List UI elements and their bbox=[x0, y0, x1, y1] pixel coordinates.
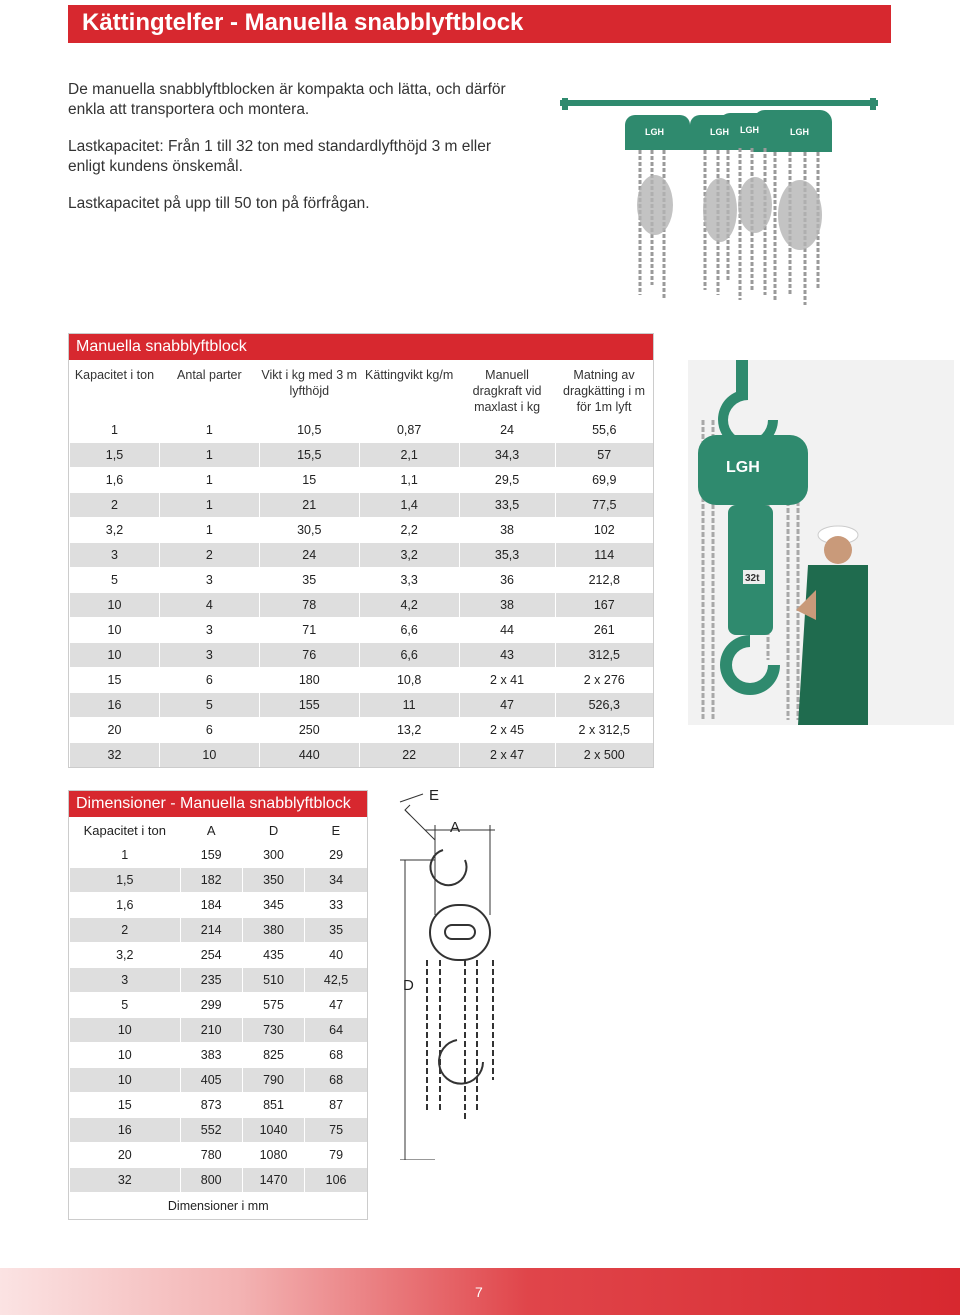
table-cell: 78 bbox=[259, 593, 359, 618]
table-cell: 24 bbox=[259, 543, 359, 568]
table-cell: 40 bbox=[305, 943, 367, 968]
table-row bbox=[70, 443, 654, 468]
column-header: Matning av dragkätting i m för 1m lyft bbox=[555, 361, 653, 418]
table-cell: 182 bbox=[180, 868, 242, 893]
table-cell: 29,5 bbox=[459, 468, 555, 493]
table-cell: 0,87 bbox=[359, 418, 459, 443]
title-bar bbox=[68, 5, 891, 43]
table-cell: 5 bbox=[70, 568, 160, 593]
table-row bbox=[70, 468, 654, 493]
units-note: Dimensioner i mm bbox=[70, 1193, 368, 1220]
table-cell: 312,5 bbox=[555, 643, 653, 668]
table-cell: 6 bbox=[159, 668, 259, 693]
table-cell: 3,3 bbox=[359, 568, 459, 593]
table-row bbox=[70, 1143, 368, 1168]
hoist-logo: LGH bbox=[710, 127, 729, 137]
table-cell: 1040 bbox=[242, 1118, 304, 1143]
table-cell: 55,6 bbox=[555, 418, 653, 443]
table-row bbox=[70, 943, 368, 968]
page-footer bbox=[0, 1268, 960, 1315]
table-cell: 526,3 bbox=[555, 693, 653, 718]
table-cell: 10,5 bbox=[259, 418, 359, 443]
table-row bbox=[70, 893, 368, 918]
table-row bbox=[70, 543, 654, 568]
table-row bbox=[70, 568, 654, 593]
table-cell: 79 bbox=[305, 1143, 367, 1168]
table-cell: 68 bbox=[305, 1068, 367, 1093]
table-row bbox=[70, 493, 654, 518]
table-title: Manuella snabblyftblock bbox=[69, 334, 653, 360]
table-cell: 11 bbox=[359, 693, 459, 718]
table-cell: 4 bbox=[159, 593, 259, 618]
table-cell: 10,8 bbox=[359, 668, 459, 693]
table-cell: 1,4 bbox=[359, 493, 459, 518]
column-header: A bbox=[180, 818, 242, 843]
hoist-logo: LGH bbox=[645, 127, 664, 137]
table-row bbox=[70, 743, 654, 768]
column-header: Manuell dragkraft vid maxlast i kg bbox=[459, 361, 555, 418]
table-cell: 15 bbox=[259, 468, 359, 493]
table-cell: 405 bbox=[180, 1068, 242, 1093]
table-cell: 1 bbox=[159, 443, 259, 468]
table-row bbox=[70, 518, 654, 543]
table-cell: 261 bbox=[555, 618, 653, 643]
table-row bbox=[70, 1043, 368, 1068]
table-cell: 3,2 bbox=[70, 518, 160, 543]
table-cell: 38 bbox=[459, 518, 555, 543]
table-cell: 1,5 bbox=[70, 868, 181, 893]
page-number: 7 bbox=[475, 1284, 483, 1300]
table-cell: 20 bbox=[70, 1143, 181, 1168]
table-cell: 75 bbox=[305, 1118, 367, 1143]
column-header: Kättingvikt kg/m bbox=[359, 361, 459, 418]
table-cell: 20 bbox=[70, 718, 160, 743]
table-row bbox=[70, 593, 654, 618]
table-cell: 42,5 bbox=[305, 968, 367, 993]
intro-text bbox=[68, 80, 508, 231]
table-cell: 36 bbox=[459, 568, 555, 593]
table-cell: 3 bbox=[159, 568, 259, 593]
table-cell: 790 bbox=[242, 1068, 304, 1093]
table-cell: 69,9 bbox=[555, 468, 653, 493]
intro-paragraph: Lastkapacitet: Från 1 till 32 ton med standardlyfthöjd 3 m eller enligt kundens önskemål. bbox=[68, 138, 492, 175]
table-cell: 210 bbox=[180, 1018, 242, 1043]
table-cell: 2 x 45 bbox=[459, 718, 555, 743]
table-cell: 873 bbox=[180, 1093, 242, 1118]
table-cell: 6 bbox=[159, 718, 259, 743]
table-cell: 235 bbox=[180, 968, 242, 993]
dimension-label-d: D bbox=[403, 977, 414, 994]
table-row bbox=[70, 968, 368, 993]
table-cell: 254 bbox=[180, 943, 242, 968]
table-cell: 6,6 bbox=[359, 618, 459, 643]
table-cell: 114 bbox=[555, 543, 653, 568]
table-cell: 2,1 bbox=[359, 443, 459, 468]
table-cell: 300 bbox=[242, 843, 304, 868]
table-cell: 159 bbox=[180, 843, 242, 868]
table-cell: 440 bbox=[259, 743, 359, 768]
lift-block-table bbox=[68, 333, 654, 768]
table-cell: 4,2 bbox=[359, 593, 459, 618]
table-cell: 22 bbox=[359, 743, 459, 768]
table-cell: 2 x 500 bbox=[555, 743, 653, 768]
table-cell: 825 bbox=[242, 1043, 304, 1068]
table-cell: 47 bbox=[459, 693, 555, 718]
table-cell: 57 bbox=[555, 443, 653, 468]
table-cell: 510 bbox=[242, 968, 304, 993]
capacity-tag: 32t bbox=[745, 573, 760, 584]
table-cell: 1 bbox=[70, 843, 181, 868]
table-cell: 1470 bbox=[242, 1168, 304, 1193]
table-cell: 299 bbox=[180, 993, 242, 1018]
table-cell: 214 bbox=[180, 918, 242, 943]
page-title: Kättingtelfer - Manuella snabblyftblock bbox=[82, 9, 524, 36]
hoist-logo: LGH bbox=[790, 127, 809, 137]
table-cell: 68 bbox=[305, 1043, 367, 1068]
table-cell: 250 bbox=[259, 718, 359, 743]
table-cell: 1 bbox=[159, 518, 259, 543]
table-cell: 6,6 bbox=[359, 643, 459, 668]
table-cell: 575 bbox=[242, 993, 304, 1018]
table-cell: 212,8 bbox=[555, 568, 653, 593]
intro-paragraph: Lastkapacitet på upp till 50 ton på förfrågan. bbox=[68, 195, 370, 212]
table-cell: 2 x 47 bbox=[459, 743, 555, 768]
table-cell: 1 bbox=[70, 418, 160, 443]
table-cell: 184 bbox=[180, 893, 242, 918]
table-cell: 5 bbox=[159, 693, 259, 718]
table-cell: 180 bbox=[259, 668, 359, 693]
table-cell: 16 bbox=[70, 1118, 181, 1143]
table-cell: 33,5 bbox=[459, 493, 555, 518]
table-title: Dimensioner - Manuella snabblyftblock bbox=[69, 791, 367, 817]
table-row bbox=[70, 668, 654, 693]
column-header: D bbox=[242, 818, 304, 843]
table-cell: 552 bbox=[180, 1118, 242, 1143]
table-cell: 10 bbox=[70, 618, 160, 643]
table-cell: 77,5 bbox=[555, 493, 653, 518]
table-row bbox=[70, 1093, 368, 1118]
table-cell: 3 bbox=[70, 543, 160, 568]
table-cell: 33 bbox=[305, 893, 367, 918]
column-header: Kapacitet i ton bbox=[70, 361, 160, 418]
table-cell: 13,2 bbox=[359, 718, 459, 743]
table-cell: 3 bbox=[159, 618, 259, 643]
table-cell: 1080 bbox=[242, 1143, 304, 1168]
column-header: Antal parter bbox=[159, 361, 259, 418]
table-cell: 780 bbox=[180, 1143, 242, 1168]
table-cell: 10 bbox=[70, 1068, 181, 1093]
table-header-row bbox=[70, 361, 654, 418]
table-cell: 3 bbox=[70, 968, 181, 993]
intro-paragraph: De manuella snabblyftblocken är kompakta och lätta, och därför enkla att transportera och montera. bbox=[68, 81, 506, 118]
dimension-label-e: E bbox=[429, 787, 440, 804]
table-cell: 1,5 bbox=[70, 443, 160, 468]
table-cell: 35,3 bbox=[459, 543, 555, 568]
table-cell: 1 bbox=[159, 468, 259, 493]
table-cell: 155 bbox=[259, 693, 359, 718]
table-cell: 5 bbox=[70, 993, 181, 1018]
table-cell: 345 bbox=[242, 893, 304, 918]
table-cell: 350 bbox=[242, 868, 304, 893]
table-row bbox=[70, 868, 368, 893]
table-cell: 30,5 bbox=[259, 518, 359, 543]
table-cell: 16 bbox=[70, 693, 160, 718]
table-cell: 1,6 bbox=[70, 468, 160, 493]
table-cell: 71 bbox=[259, 618, 359, 643]
table-row bbox=[70, 1068, 368, 1093]
table-cell: 34,3 bbox=[459, 443, 555, 468]
dimension-label-a: A bbox=[450, 819, 461, 836]
table-cell: 10 bbox=[70, 1018, 181, 1043]
table-cell: 2 x 276 bbox=[555, 668, 653, 693]
table-cell: 435 bbox=[242, 943, 304, 968]
table-footer-row bbox=[70, 1193, 368, 1220]
table-cell: 2 bbox=[70, 918, 181, 943]
table-header-row bbox=[70, 818, 368, 843]
column-header: Kapacitet i ton bbox=[70, 818, 181, 843]
table-row bbox=[70, 918, 368, 943]
table-cell: 1 bbox=[159, 493, 259, 518]
table-cell: 10 bbox=[159, 743, 259, 768]
table-cell: 3,2 bbox=[359, 543, 459, 568]
table-cell: 2,2 bbox=[359, 518, 459, 543]
table-cell: 730 bbox=[242, 1018, 304, 1043]
table-row bbox=[70, 693, 654, 718]
table-cell: 3 bbox=[159, 643, 259, 668]
table-cell: 32 bbox=[70, 743, 160, 768]
table-cell: 76 bbox=[259, 643, 359, 668]
table-cell: 29 bbox=[305, 843, 367, 868]
table-cell: 3,2 bbox=[70, 943, 181, 968]
hoist-worker-photo bbox=[688, 360, 954, 725]
table-row bbox=[70, 718, 654, 743]
table-row bbox=[70, 1018, 368, 1043]
table-cell: 47 bbox=[305, 993, 367, 1018]
table-row bbox=[70, 1118, 368, 1143]
table-cell: 2 x 41 bbox=[459, 668, 555, 693]
table-cell: 383 bbox=[180, 1043, 242, 1068]
hoist-dimension-diagram bbox=[395, 780, 515, 1160]
table-cell: 106 bbox=[305, 1168, 367, 1193]
table-cell: 15,5 bbox=[259, 443, 359, 468]
table-cell: 380 bbox=[242, 918, 304, 943]
table-cell: 800 bbox=[180, 1168, 242, 1193]
table-cell: 43 bbox=[459, 643, 555, 668]
table-cell: 10 bbox=[70, 593, 160, 618]
table-cell: 21 bbox=[259, 493, 359, 518]
table-row bbox=[70, 843, 368, 868]
table-row bbox=[70, 618, 654, 643]
table-row bbox=[70, 418, 654, 443]
column-header: Vikt i kg med 3 m lyfthöjd bbox=[259, 361, 359, 418]
table-cell: 15 bbox=[70, 1093, 181, 1118]
table-cell: 32 bbox=[70, 1168, 181, 1193]
table-cell: 1,6 bbox=[70, 893, 181, 918]
table-cell: 15 bbox=[70, 668, 160, 693]
table-cell: 1 bbox=[159, 418, 259, 443]
table-cell: 64 bbox=[305, 1018, 367, 1043]
table-cell: 2 bbox=[159, 543, 259, 568]
table-cell: 87 bbox=[305, 1093, 367, 1118]
table-cell: 38 bbox=[459, 593, 555, 618]
table-cell: 44 bbox=[459, 618, 555, 643]
table-cell: 2 bbox=[70, 493, 160, 518]
table-row bbox=[70, 1168, 368, 1193]
table-cell: 2 x 312,5 bbox=[555, 718, 653, 743]
table-row bbox=[70, 643, 654, 668]
table-cell: 851 bbox=[242, 1093, 304, 1118]
table-cell: 10 bbox=[70, 1043, 181, 1068]
table-cell: 1,1 bbox=[359, 468, 459, 493]
hoists-photo bbox=[560, 95, 880, 310]
column-header: E bbox=[305, 818, 367, 843]
table-cell: 167 bbox=[555, 593, 653, 618]
hoist-logo: LGH bbox=[740, 125, 759, 135]
table-cell: 102 bbox=[555, 518, 653, 543]
table-cell: 35 bbox=[259, 568, 359, 593]
table-cell: 34 bbox=[305, 868, 367, 893]
dimensions-table bbox=[68, 790, 368, 1220]
hoist-logo: LGH bbox=[726, 459, 760, 476]
table-cell: 35 bbox=[305, 918, 367, 943]
table-row bbox=[70, 993, 368, 1018]
table-cell: 10 bbox=[70, 643, 160, 668]
table-cell: 24 bbox=[459, 418, 555, 443]
